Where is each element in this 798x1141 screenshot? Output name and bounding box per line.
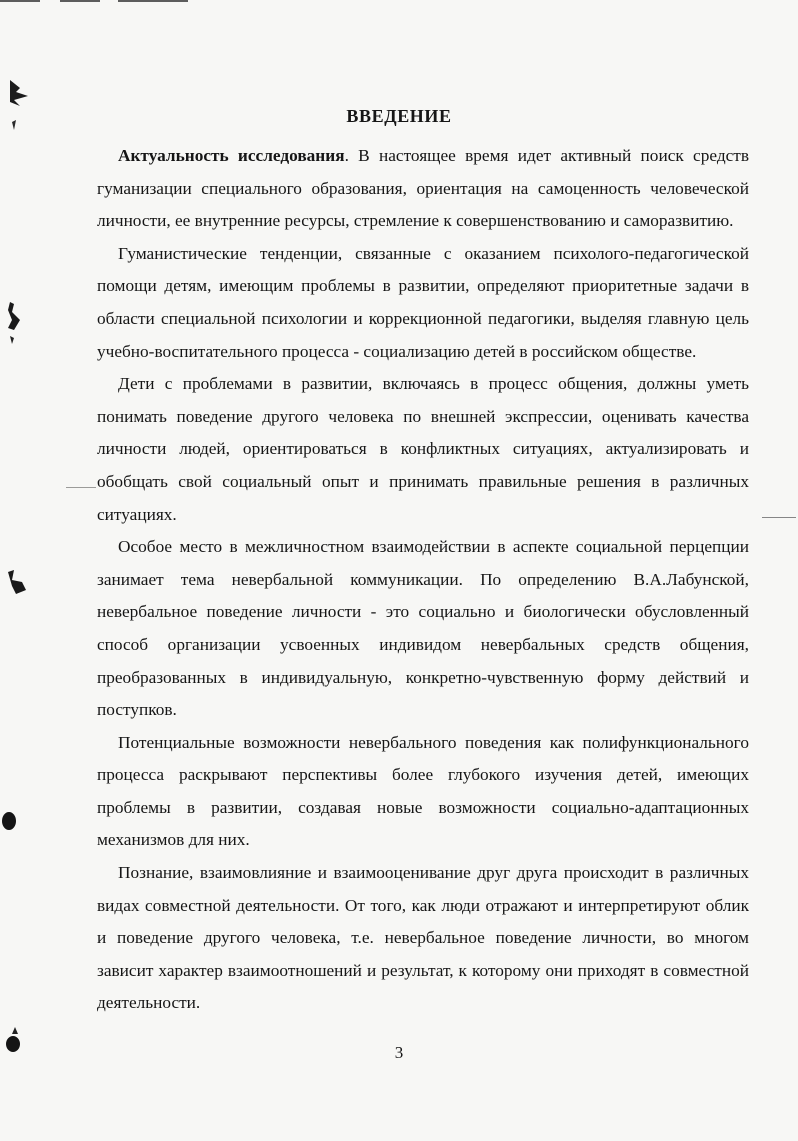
paragraph-children: Дети с проблемами в развитии, включаясь в процесс общения, должны уметь понимать поведение другого человека по внешней экспрессии, оценивать качества личности людей, ориентироваться в конфликтных ситуациях, актуализировать и обобщать свой социальный опыт и принимать правильные решения в различных ситуациях. [97, 374, 749, 524]
paragraph-humanistic: Гуманистические тенденции, связанные с оказанием психолого-педагогической помощи детям, имеющим проблемы в развитии, определяют приоритетные задачи в области специальной психологии и коррекционной педагогики, выделяя главную цель учебно-воспитательного процесса - социализацию детей в российском обществе. [97, 243, 749, 361]
scan-artifact-icon [4, 300, 28, 350]
paragraph-cognition: Познание, взаимовлияние и взаимооценивание друг друга происходит в различных видах совместной деятельности. От того, как люди отражают и интерпретируют облик и поведение другого человека, т.е. невербальное поведение личности, во многом зависит характер взаимоотношений и результат, к которому они приходят в совместной деятельности. [97, 863, 749, 1013]
punch-hole [2, 812, 16, 830]
document-body [97, 140, 749, 1020]
paragraph-nonverbal: Особое место в межличностном взаимодействии в аспекте социальной перцепции занимает тема невербальной коммуникации. По определению В.А.Лабунской, невербальное поведение личности - это социально и биологически обусловленный способ организации усвоенных индивидом невербальных средств общения, преобразованных в индивидуальную, конкретно-чувственную форму действий и поступков. [97, 537, 749, 720]
scan-edge-mark [118, 0, 188, 2]
scan-dash-mark [762, 517, 796, 518]
paragraph-potential: Потенциальные возможности невербального поведения как полифункционального процесса раскрывают перспективы более глубокого изучения детей, имеющих проблемы в развитии, создавая новые возможности социально-адаптационных механизмов для них. [97, 732, 749, 850]
page-number: 3 [394, 1043, 404, 1062]
paragraph-text: . В настоящее время идет активный поиск средств гуманизации специального образования, ориентация на самоценность человеческой личности, ее внутренние ресурсы, стремление к совершенствованию и саморазвитию. [97, 146, 749, 231]
scan-artifact-icon [6, 568, 34, 602]
page-title: ВВЕДЕНИЕ [346, 106, 452, 127]
scan-dash-mark [66, 487, 96, 488]
scan-artifact-icon [10, 1026, 20, 1036]
scan-edge-mark [0, 0, 40, 2]
paragraph-relevance [97, 140, 749, 238]
scan-edge-mark [60, 0, 100, 2]
paragraph-lead: Актуальность исследования [118, 146, 345, 165]
